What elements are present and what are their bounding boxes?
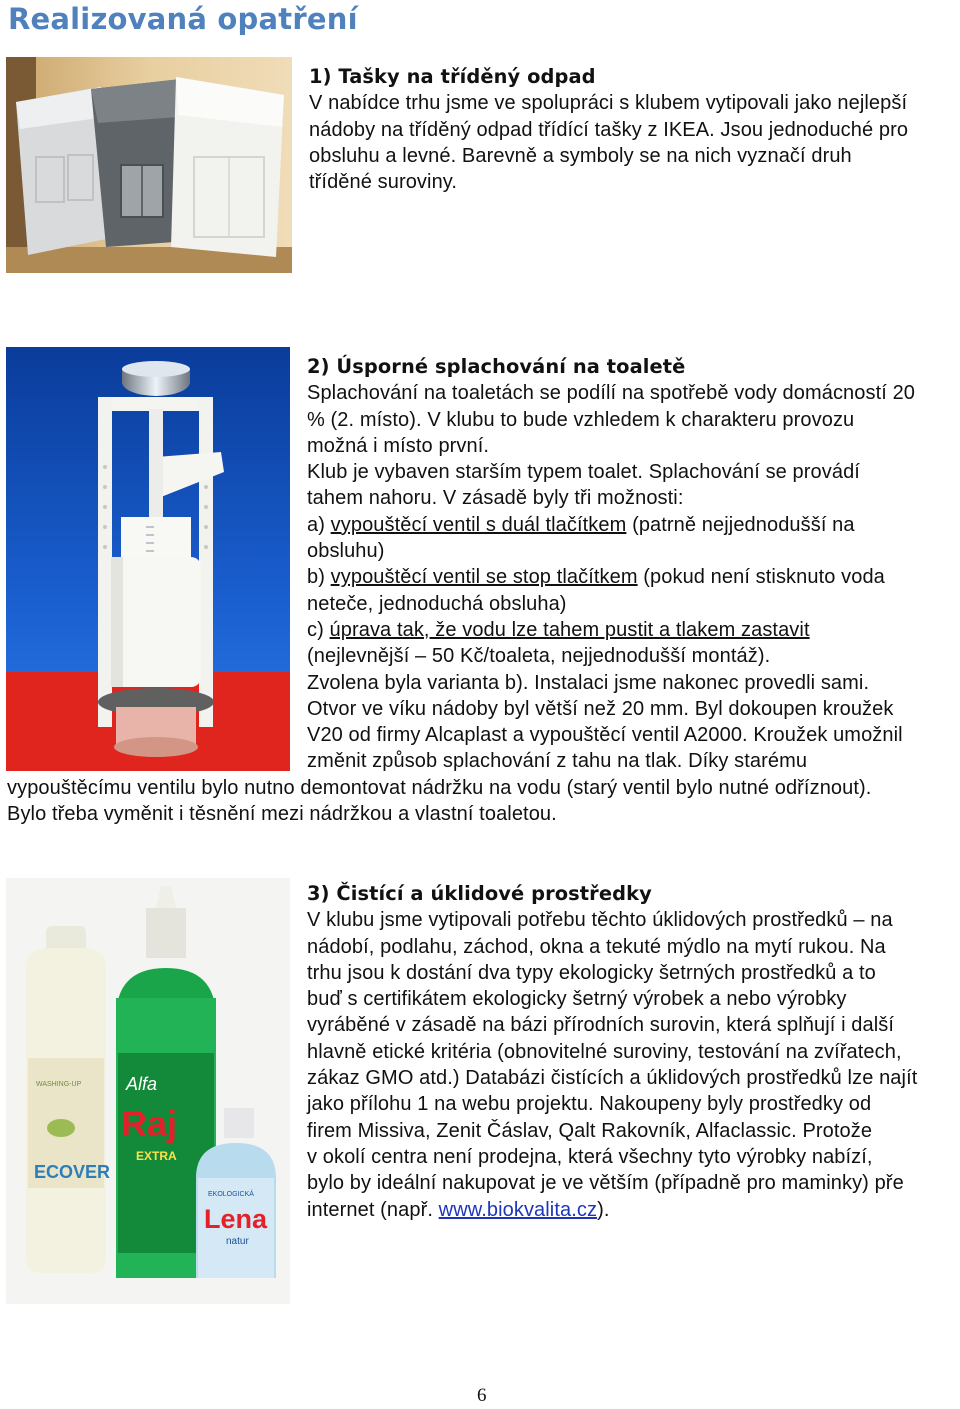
- paragraph-line: Bylo třeba vyměnit i těsnění mezi nádržkou a vlastní toaletou.: [7, 803, 557, 826]
- raj-extra-text: EXTRA: [136, 1149, 177, 1163]
- lena-natur-text: natur: [226, 1236, 249, 1247]
- paragraph-line: [307, 512, 915, 538]
- paragraph-line: V nabídce trhu jsme ve spolupráci s klubem vytipovali jako nejlepší: [309, 92, 908, 115]
- paragraph-line: neteče, jednoduchá obsluha): [307, 592, 567, 615]
- paragraph-line: [307, 617, 915, 643]
- paragraph-line: možná i místo první.: [307, 434, 490, 457]
- section-1-title: 1) Tašky na tříděný odpad: [309, 65, 596, 88]
- paragraph-line: vyráběné v zásadě na bázi přírodních surovin, která splňují i další: [307, 1014, 895, 1037]
- paragraph-line: obsluhu): [307, 540, 385, 563]
- alfa-brand-text: Alfa: [126, 1074, 158, 1094]
- recycling-bags-photo: [6, 57, 292, 273]
- text-span: b): [307, 566, 331, 589]
- paragraph-line: Klub je vybaven starším typem toalet. Splachování se provádí: [307, 461, 860, 484]
- paragraph-line: tříděné suroviny.: [309, 171, 458, 194]
- page-number: 6: [477, 1385, 487, 1406]
- paragraph-line: V klubu jsme vytipovali potřebu těchto úklidových prostředků – na: [307, 909, 893, 932]
- text-span: (patrně nejjednodušší na: [626, 513, 855, 536]
- section-3-title: 3) Čistící a úklidové prostředky: [307, 882, 652, 905]
- paragraph-line: [307, 407, 915, 433]
- paragraph-line: Splachování na toaletách se podílí na spotřebě vody domácností 20: [307, 382, 916, 405]
- paragraph-line: bylo by ideální nakupovat je ve větším (případně pro maminky) pře: [307, 1172, 904, 1195]
- paragraph-line: trhu jsou k dostání dva typy ekologicky šetrných prostředků a to: [307, 961, 876, 984]
- lena-top-text: EKOLOGICKÁ: [208, 1191, 254, 1198]
- text-span: c): [307, 618, 330, 641]
- paragraph-line: nádoby na tříděný odpad třídící tašky z IKEA. Jsou jednoduché pro: [309, 118, 909, 141]
- section-2-text-full-width: [7, 775, 871, 828]
- section-3-text: [307, 881, 917, 1223]
- page-heading: Realizovaná opatření: [8, 2, 358, 36]
- text-span: internet (např.: [307, 1198, 439, 1221]
- paragraph-line: tahem nahoru. V zásadě byly tři možnosti:: [307, 487, 684, 510]
- paragraph-line: hlavně etické kritéria (obnovitelné suroviny, testování na zvířatech,: [307, 1040, 902, 1063]
- paragraph-line: nádobí, podlahu, záchod, okna a tekuté mýdlo na mytí rukou. Na: [307, 935, 886, 958]
- paragraph-line: [307, 1197, 917, 1223]
- paragraph-line: Zvolena byla varianta b). Instalaci jsme nakonec provedli sami.: [307, 671, 870, 694]
- paragraph-line: V20 od firmy Alcaplast a vypouštěcí ventil A2000. Kroužek umožnil: [307, 724, 903, 747]
- paragraph-line: vypouštěcímu ventilu bylo nutno demontovat nádržku na vodu (starý ventil bylo nutné odříznout).: [7, 777, 872, 799]
- paragraph-line: obsluhu a levné. Barevně a symboly se na nich vyznačí druh: [309, 144, 852, 167]
- biokvalita-link[interactable]: www.biokvalita.cz: [438, 1198, 598, 1221]
- paragraph-line: (nejlevnější – 50 Kč/toaleta, nejjednodušší montáž).: [307, 645, 771, 668]
- text-span: ).: [597, 1198, 610, 1221]
- ecover-label-text: WASHING-UP: [36, 1081, 82, 1088]
- section-2-text: [307, 354, 915, 775]
- text-span: % (2. místo).: [307, 408, 422, 431]
- paragraph-line: zákaz GMO atd.) Databázi čistících a úklidových prostředků lze najít: [307, 1067, 918, 1090]
- paragraph-line: v okolí centra není prodejna, která všechny tyto výrobky nabízí,: [307, 1145, 873, 1168]
- paragraph-line: [307, 564, 915, 590]
- paragraph-line: Otvor ve víku nádoby byl větší než 20 mm. Byl dokoupen kroužek: [307, 697, 894, 720]
- option-a-underlined: vypouštěcí ventil s duál tlačítkem: [330, 513, 627, 536]
- text-span: a): [307, 513, 331, 536]
- section-2-title: 2) Úsporné splachování na toaletě: [307, 355, 686, 378]
- paragraph-line: jako přílohu 1 na webu projektu. Nakoupeny byly prostředky od: [307, 1093, 872, 1116]
- text-span: (pokud není stisknuto voda: [637, 566, 885, 589]
- paragraph-line: firem Missiva, Zenit Čáslav, Qalt Rakovník, Alfaclassic. Protože: [307, 1119, 873, 1142]
- paragraph-line: buď s certifikátem ekologicky šetrný výrobek a nebo výrobky: [307, 988, 847, 1011]
- cleaning-products-photo: [6, 878, 290, 1304]
- option-b-underlined: vypouštěcí ventil se stop tlačítkem: [330, 566, 638, 589]
- section-1-text: [309, 64, 908, 195]
- paragraph-line: změnit způsob splachování z tahu na tlak. Díky starému: [307, 750, 808, 773]
- text-span: V klubu to bude vzhledem k charakteru provozu: [421, 408, 855, 431]
- ecover-brand-text: ECOVER: [34, 1162, 111, 1182]
- raj-brand-text: Raj: [121, 1103, 178, 1144]
- flush-valve-photo: [6, 347, 290, 771]
- lena-brand-text: Lena: [204, 1204, 268, 1234]
- option-c-underlined: úprava tak, že vodu lze tahem pustit a tlakem zastavit: [329, 618, 810, 641]
